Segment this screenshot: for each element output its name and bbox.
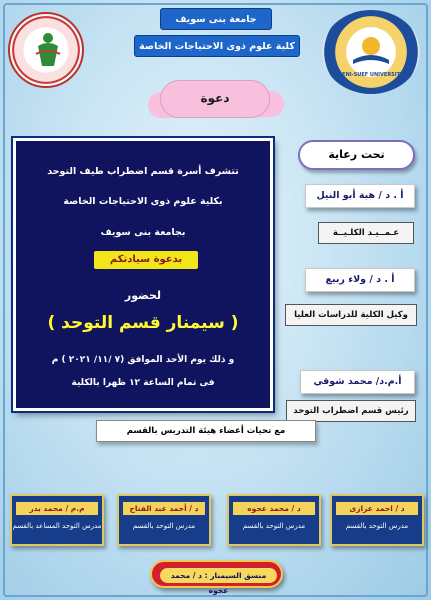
patron-name-head: أ.م.د/ محمد شوقي bbox=[300, 370, 415, 394]
staff-card bbox=[330, 494, 424, 546]
coordinator-badge bbox=[150, 560, 283, 595]
patron-title-dean: عـمــيـد الكلـيــة bbox=[318, 222, 414, 244]
staff-role: مدرس التوحد بالقسم bbox=[345, 522, 409, 530]
invitation-box bbox=[13, 138, 273, 411]
staff-name: د / أحمد عبد الفتاح bbox=[123, 502, 205, 515]
coordinator-text: منسق السيمنار : د / محمد عجوه bbox=[160, 568, 277, 583]
seminar-title: ( سيمنار قسم التوحد ) bbox=[47, 313, 239, 333]
university-name: جامعة بنى سويف bbox=[160, 8, 272, 30]
sun-book-icon bbox=[351, 32, 391, 66]
patron-title-vice-dean: وكيل الكلية للدراسات العليا bbox=[285, 304, 417, 326]
patron-title-head: رئيس قسم اضطراب التوحد bbox=[286, 400, 416, 422]
patron-name-dean: أ . د / هبة أبو النيل bbox=[305, 184, 415, 208]
staff-card bbox=[227, 494, 321, 546]
person-figure-icon bbox=[34, 32, 62, 68]
patron-name-vice-dean: أ . د / ولاء ربيع bbox=[305, 268, 415, 292]
staff-role: مدرس التوحد المساعد بالقسم bbox=[12, 522, 102, 530]
greeting-line: مع تحيات أعضاء هيئة التدريس بالقسم bbox=[96, 420, 316, 442]
staff-name: د / احمد عزازى bbox=[336, 502, 418, 515]
invitation-date: و ذلك يوم الأحد الموافق (٧ /١١/ ٢٠٢١ ) م bbox=[51, 355, 235, 365]
invitation-line-1: تتشرف أسرة قسم اضطراب طيف التوحد bbox=[47, 166, 239, 177]
staff-card bbox=[10, 494, 104, 546]
invitation-label: دعوة bbox=[200, 91, 230, 105]
faculty-logo-icon bbox=[8, 12, 84, 88]
invitation-time: فى تمام الساعة ١٢ ظهرا بالكلية bbox=[71, 378, 215, 388]
staff-name: د / محمد عجوه bbox=[233, 502, 315, 515]
invitation-line-2: بكلية علوم ذوى الاحتياجات الخاصة bbox=[63, 196, 223, 207]
faculty-name: كلية علوم ذوى الاحتياجات الخاصة bbox=[134, 35, 300, 57]
university-logo-text: BENI-SUEF UNIVERSITY bbox=[338, 72, 404, 78]
university-logo-icon bbox=[322, 10, 420, 94]
invitation-line-3: بجامعة بنى سويف bbox=[100, 227, 186, 238]
staff-card bbox=[117, 494, 211, 546]
staff-role: مدرس التوحد بالقسم bbox=[132, 522, 196, 530]
invitation-highlight: بدعوة سيادتكم bbox=[94, 251, 198, 269]
staff-name: م.م / محمد بدر bbox=[16, 502, 98, 515]
staff-role: مدرس التوحد بالقسم bbox=[242, 522, 306, 530]
invitation-line-attend: لحضور bbox=[124, 289, 162, 302]
patronage-heading: تحت رعاية bbox=[298, 140, 415, 170]
